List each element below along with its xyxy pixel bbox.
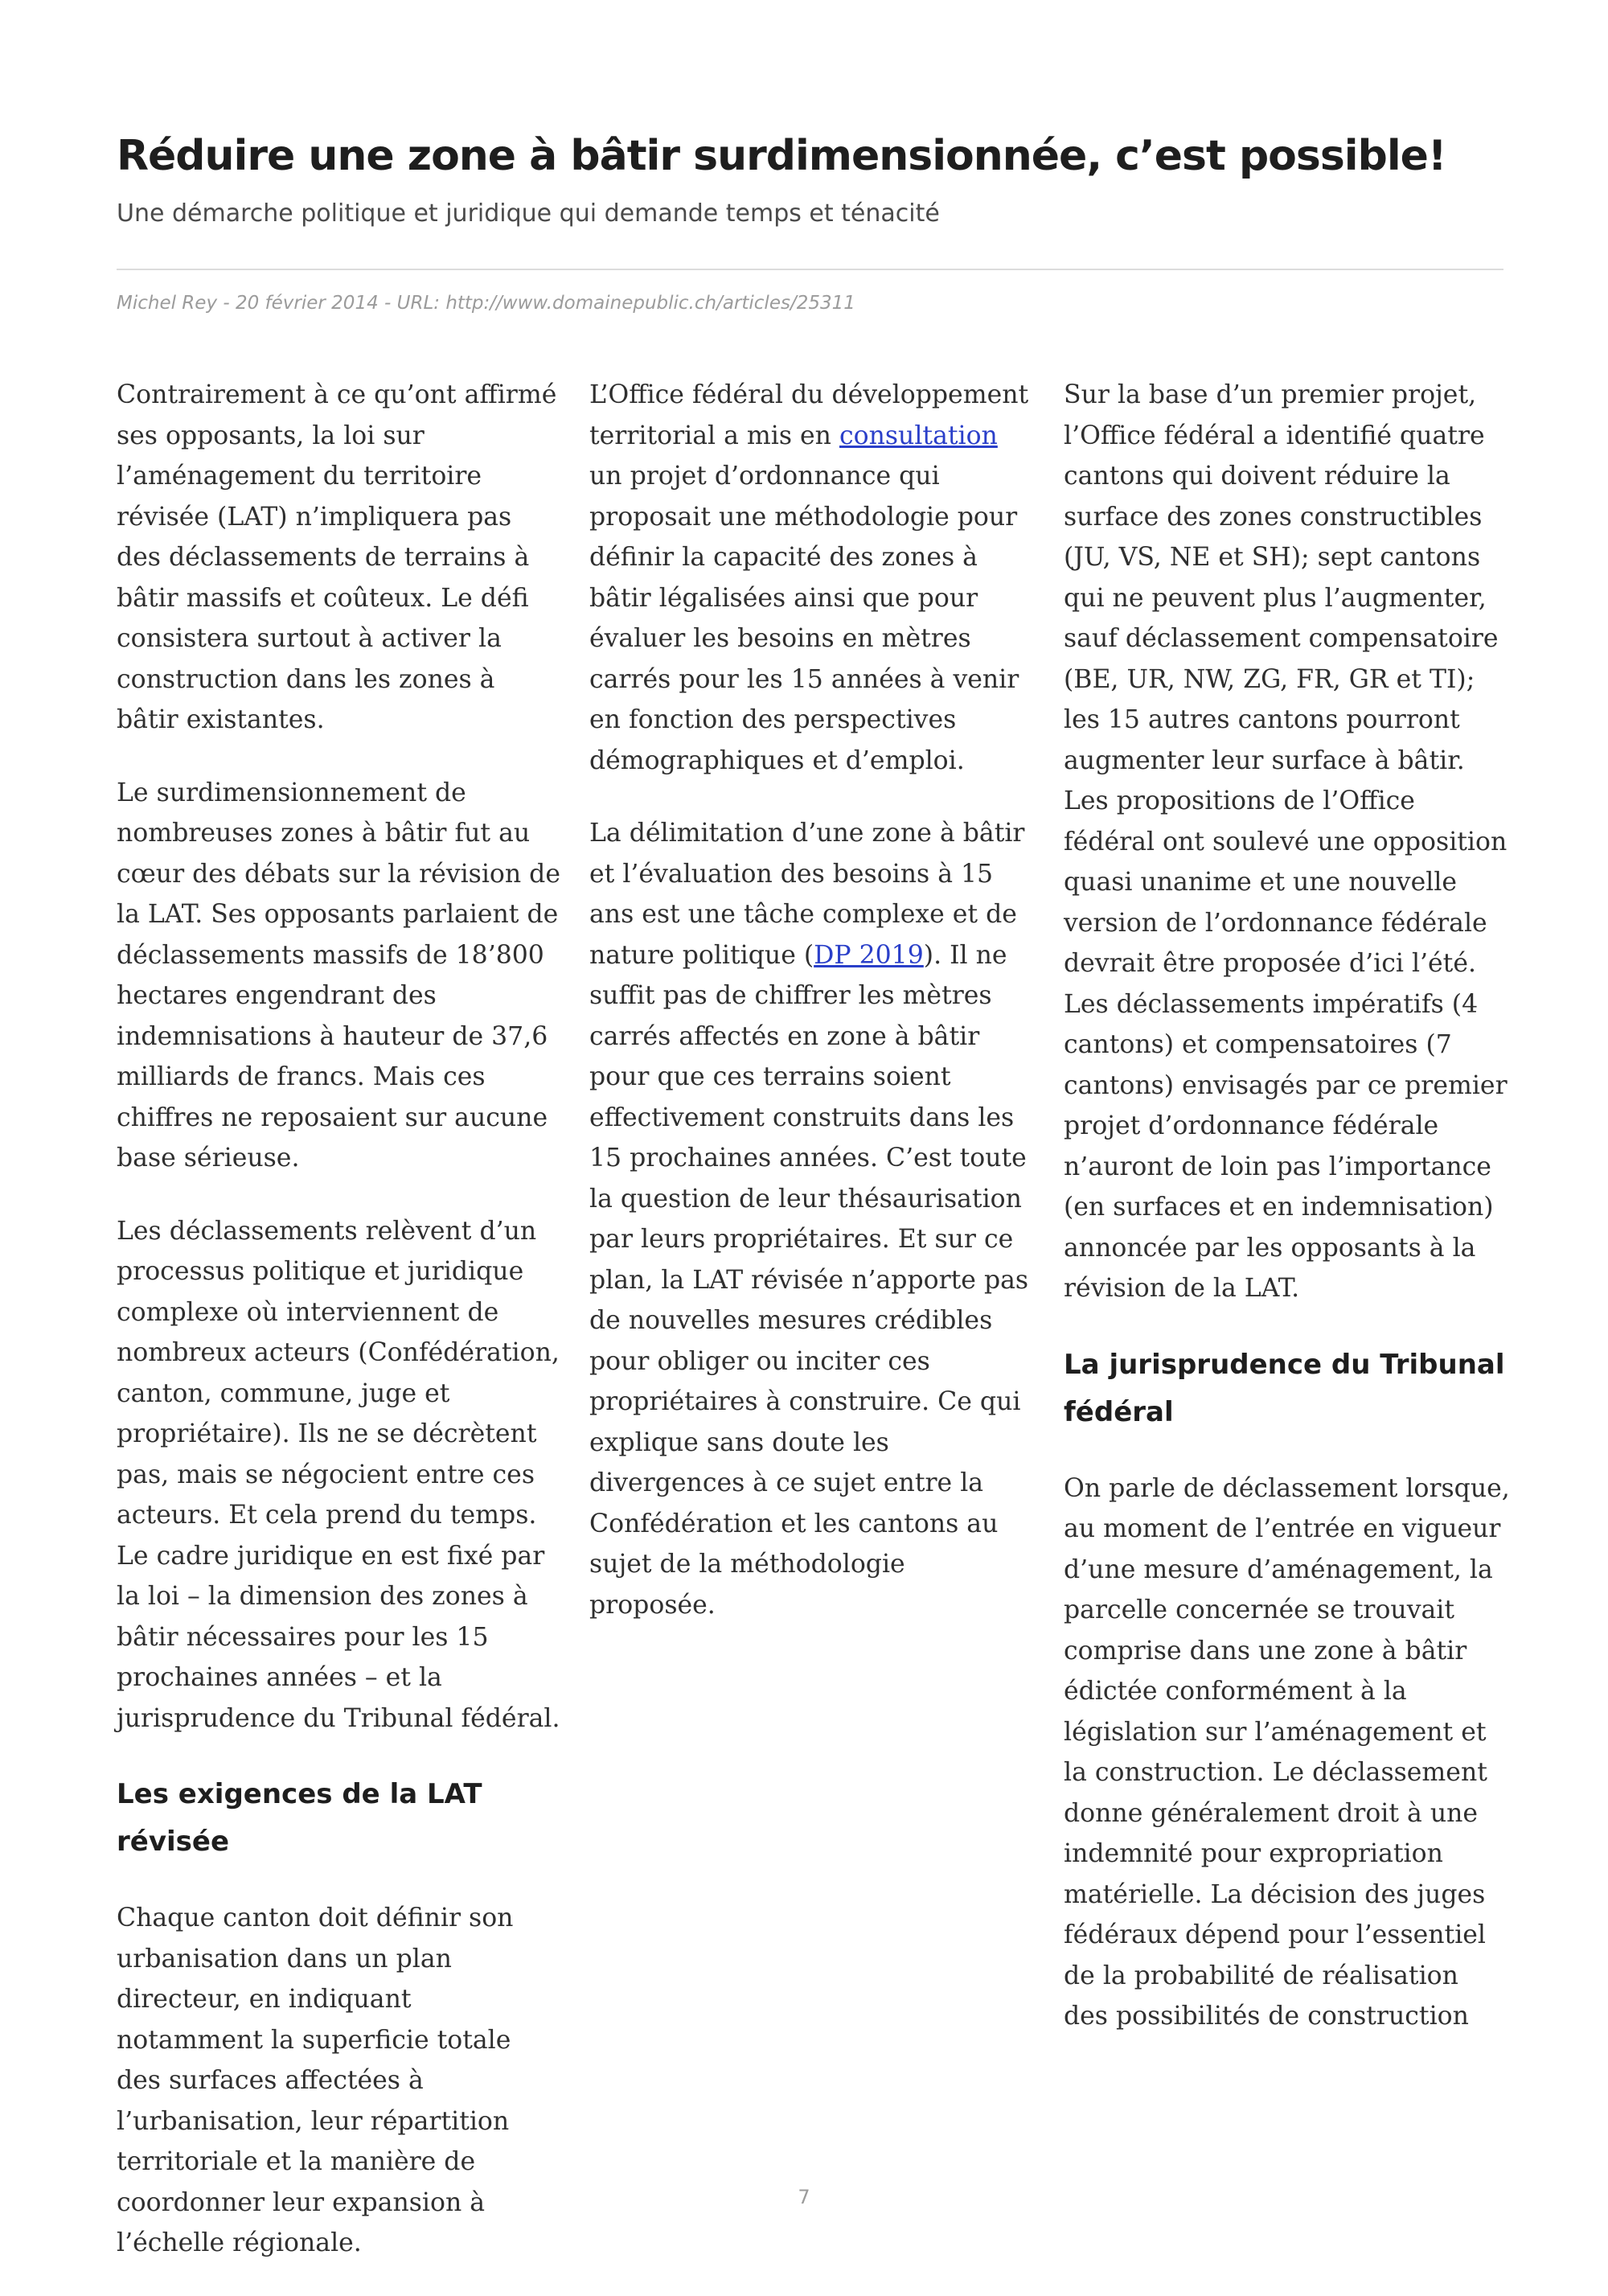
paragraph-office-federal	[589, 375, 1036, 781]
paragraph-premier-projet: Sur la base d’un premier projet, l’Office fédéral a identifié quatre cantons qui doivent réduire la surface des zones constructibles (JU, VS, NE et SH); sept cantons qui ne peuvent plus l’augmenter, sauf déclassement compensatoire (BE, UR, NW, ZG, FR, GR et TI); les 15 autres cantons pourront augmenter leur surface à bâtir. Les propositions de l’Office fédéral ont soulevé une opposition quasi unanime et une nouvelle version de l’ordonnance fédérale devrait être proposée d’ici l’été. Les déclassements impératifs (4 cantons) et compensatoires (7 cantons) envisagés par ce premier projet d’ordonnance fédérale n’auront de loin pas l’importance (en surfaces et en indemnisation) annoncée par les opposants à la révision de la LAT.	[1064, 380, 1508, 1303]
page-number: 7	[798, 2186, 810, 2208]
text-column-2	[589, 375, 1036, 1657]
article-title: Réduire une zone à bâtir surdimensionnée, c’est possible!	[117, 132, 1446, 180]
consultation-link[interactable]: consultation	[839, 421, 998, 450]
paragraph-delimitation	[589, 813, 1036, 1625]
paragraph-surdimensionnement: Le surdimensionnement de nombreuses zones à bâtir fut au cœur des débats sur la révision de la LAT. Ses opposants parlaient de déclassements massifs de 18’800 hectares engendrant des indemnisations à hauteur de 37,6 milliards de francs. Mais ces chiffres ne reposaient sur aucune base sérieuse.	[117, 778, 560, 1173]
paragraph-intro: Contrairement à ce qu’ont affirmé ses opposants, la loi sur l’aménagement du territoire révisée (LAT) n’impliquera pas des déclassements de terrains à bâtir massifs et coûteux. Le défi consistera surtout à activer la construction dans les zones à bâtir existantes.	[117, 380, 557, 734]
paragraph-text: L’Office fédéral du développement territorial a mis en	[589, 380, 1029, 450]
text-column-1	[117, 375, 563, 2296]
header-divider	[117, 269, 1503, 270]
article-byline: Michel Rey - 20 février 2014 - URL: http://www.domainepublic.ch/articles/25311	[117, 293, 855, 314]
paragraph-canton-plan: Chaque canton doit définir son urbanisation dans un plan directeur, en indiquant notamment la superficie totale des surfaces affectées à l’urbanisation, leur répartition territoriale et la manière de coordonner leur expansion à l’échelle régionale.	[117, 1904, 514, 2257]
paragraph-declassement-definition: On parle de déclassement lorsque, au moment de l’entrée en vigueur d’une mesure d’aménagement, la parcelle concernée se trouvait comprise dans une zone à bâtir édictée conformément à la législation sur l’aménagement et la construction. Le déclassement donne généralement droit à une indemnité pour expropriation matérielle. La décision des juges fédéraux dépend pour l’essentiel de la probabilité de réalisation des possibilités de construction	[1064, 1473, 1510, 2031]
paragraph-declassements: Les déclassements relèvent d’un processus politique et juridique complexe où interviennent de nombreux acteurs (Confédération, canton, commune, juge et propriétaire). Ils ne se décrètent pas, mais se négocient entre ces acteurs. Et cela prend du temps. Le cadre juridique en est fixé par la loi – la dimension des zones à bâtir nécessaires pour les 15 prochaines années – et la jurisprudence du Tribunal fédéral.	[117, 1216, 560, 1733]
dp-2019-link[interactable]: DP 2019	[814, 940, 924, 970]
text-column-3	[1064, 375, 1510, 2069]
section-heading-exigences: Les exigences de la LAT révisée	[117, 1778, 482, 1858]
section-heading-jurisprudence: La jurisprudence du Tribunal fédéral	[1064, 1348, 1505, 1428]
article-subtitle: Une démarche politique et juridique qui demande temps et ténacité	[117, 199, 940, 228]
paragraph-text: La délimitation d’une zone à bâtir et l’évaluation des besoins à 15 ans est une tâche complexe et de nature politique (	[589, 819, 1025, 970]
paragraph-text: un projet d’ordonnance qui proposait une méthodologie pour définir la capacité des zones à bâtir légalisées ainsi que pour évaluer les besoins en mètres carrés pour les 15 années à venir en fonction des perspectives démographiques et d’emploi.	[589, 462, 1019, 775]
paragraph-text: ). Il ne suffit pas de chiffrer les mètres carrés affectés en zone à bâtir pour que ces terrains soient effectivement construits dans les 15 prochaines années. C’est toute la question de leur thésaurisation par leurs propriétaires. Et sur ce plan, la LAT révisée n’apporte pas de nouvelles mesures crédibles pour obliger ou inciter ces propriétaires à construire. Ce qui explique sans doute les divergences à ce sujet entre la Confédération et les cantons au sujet de la méthodologie proposée.	[589, 940, 1029, 1620]
